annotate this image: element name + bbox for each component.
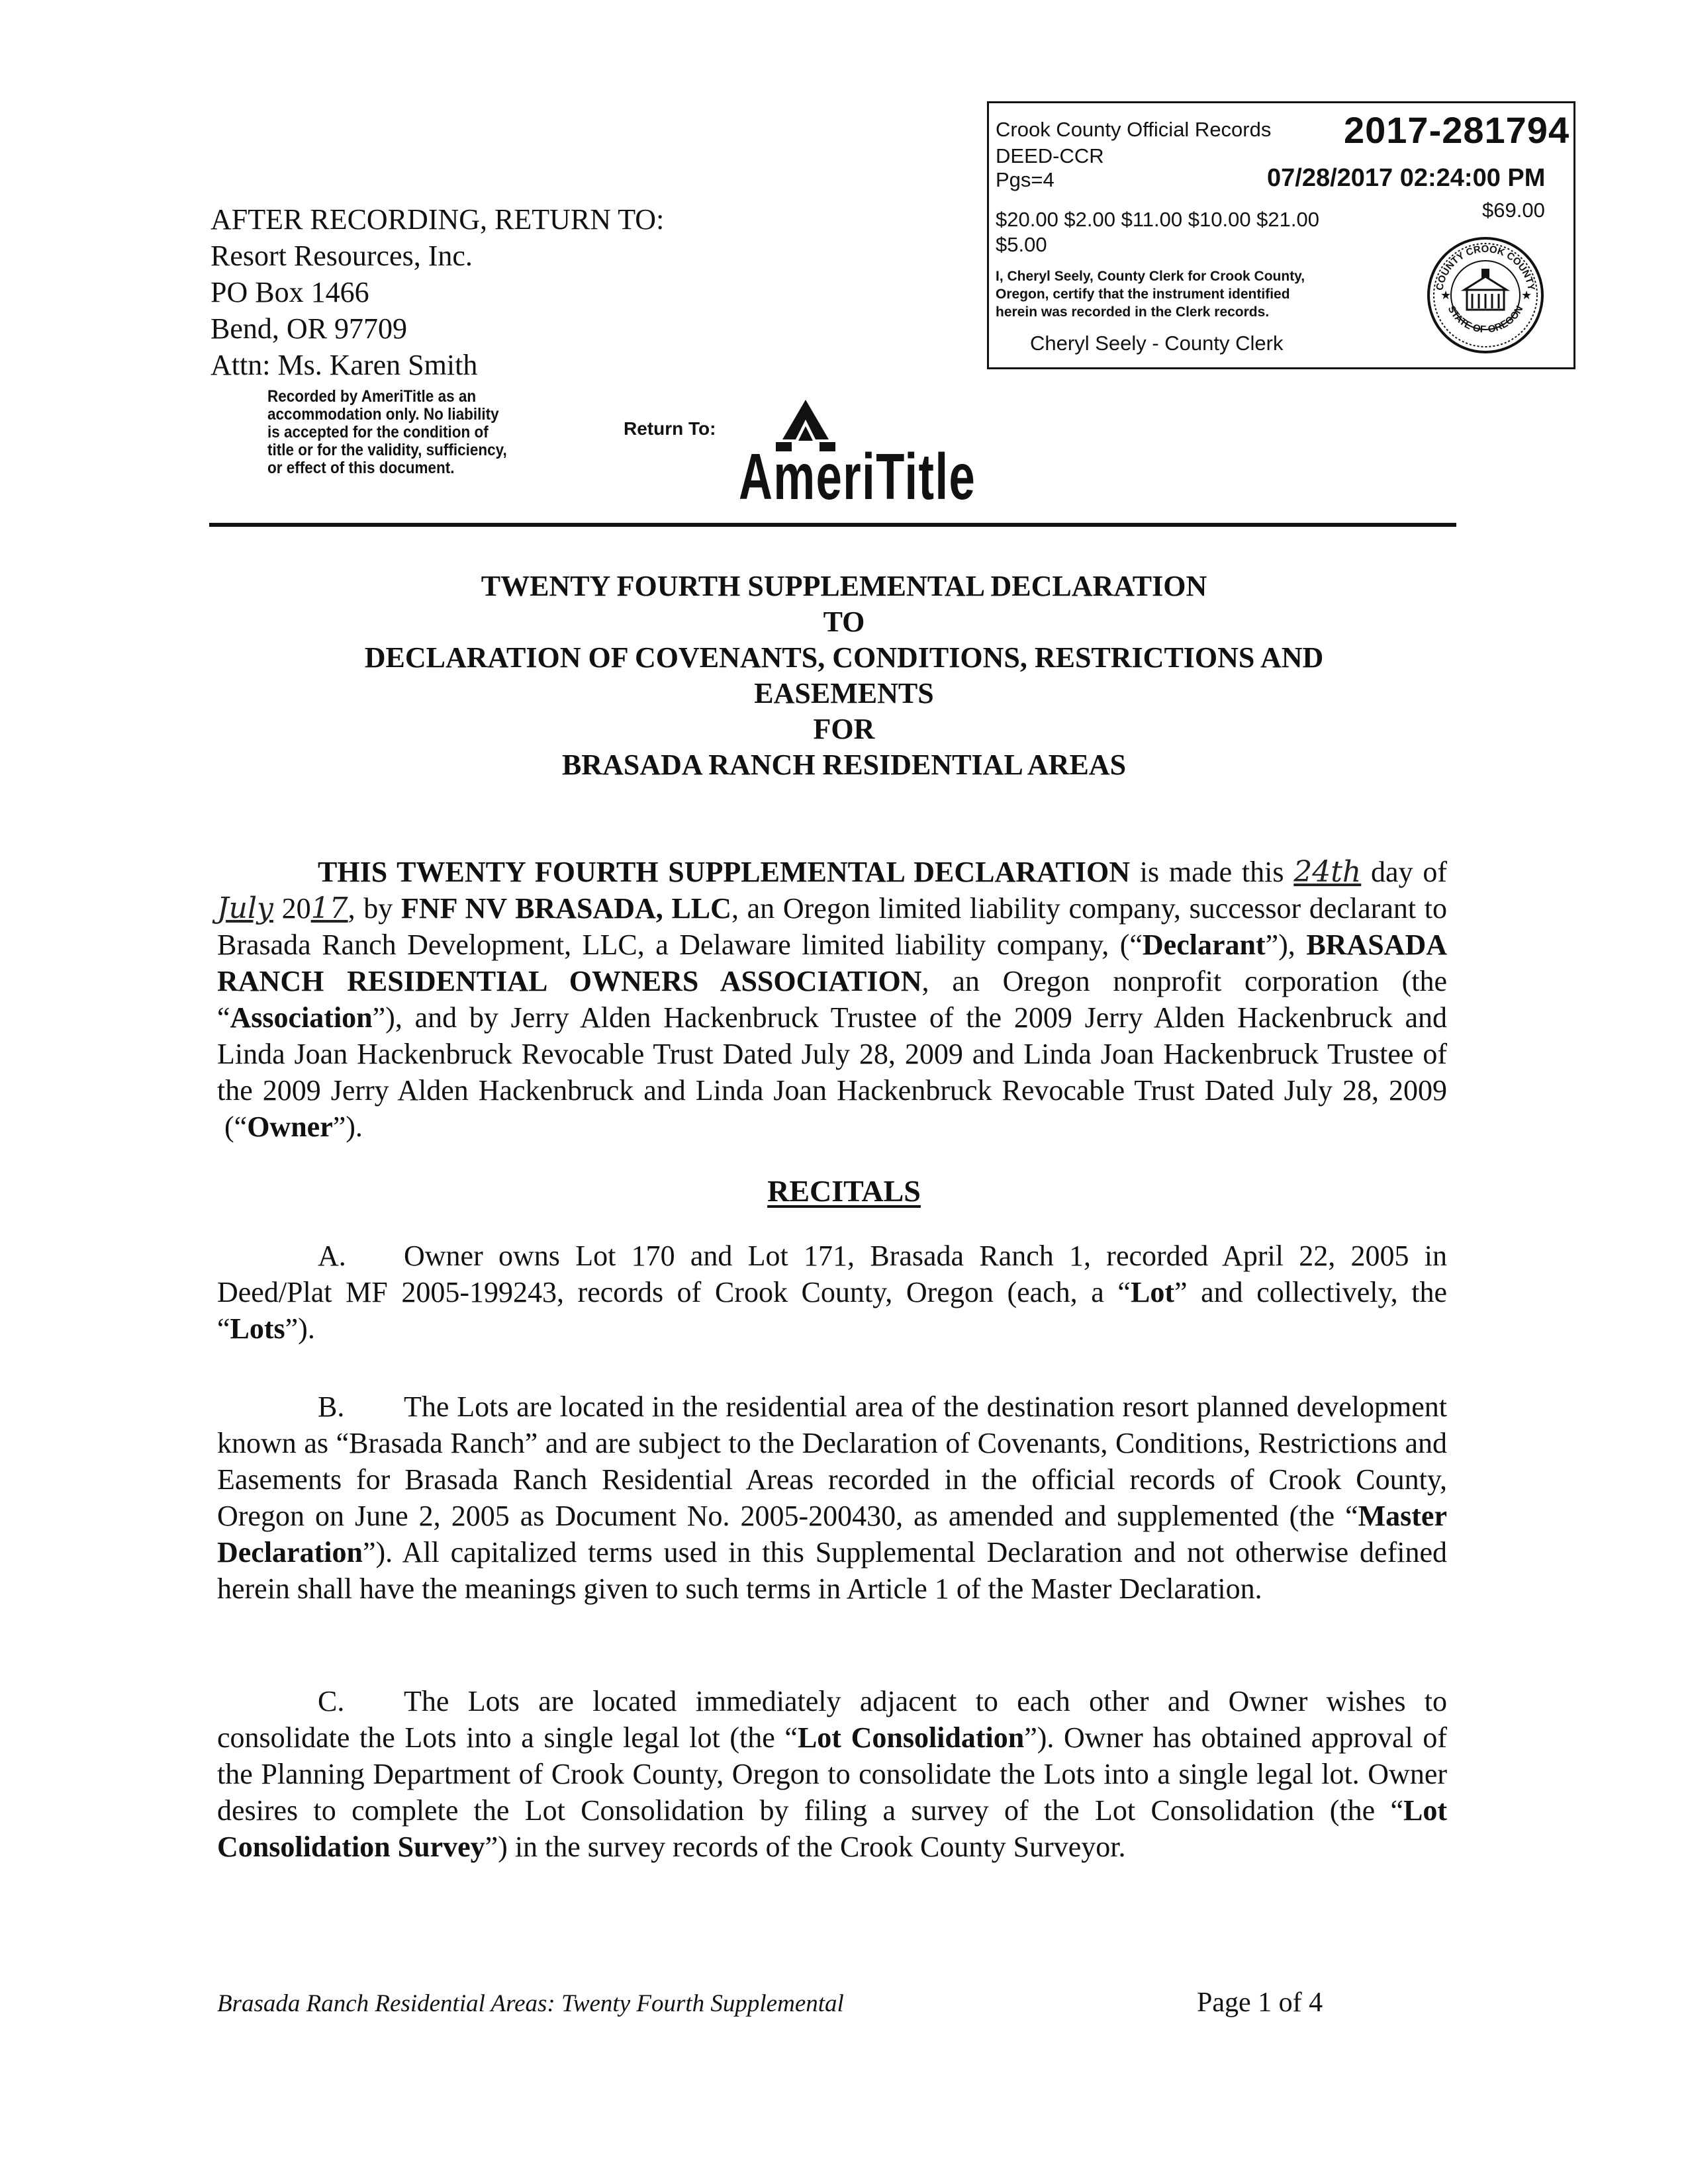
county-seal xyxy=(1426,236,1545,355)
intro-text-3: 20 xyxy=(273,892,311,925)
disclaimer-line3: is accepted for the condition of xyxy=(267,423,489,441)
recording-stamp xyxy=(987,101,1575,369)
intro-association: Association xyxy=(230,1001,373,1034)
disclaimer-line5: or effect of this document. xyxy=(267,459,455,477)
footer-title: Brasada Ranch Residential Areas: Twenty Fourth Supplemental xyxy=(217,1990,844,2017)
recital-b-label: B. xyxy=(318,1390,345,1423)
recital-c-text-3: ”) in the survey records of the Crook County Surveyor. xyxy=(485,1831,1126,1863)
seal-top-text: COUNTY CROOK COUNTY xyxy=(1434,243,1537,292)
recital-a-text-2: ” and collectively, the “ xyxy=(217,1276,1447,1345)
stamp-cert-line2: Oregon, certify that the instrument identified xyxy=(996,287,1290,302)
intro-fnf: FNF NV BRASADA, LLC xyxy=(401,892,731,925)
disclaimer-line2: accommodation only. No liability xyxy=(267,405,499,424)
page-number: Page 1 of 4 xyxy=(1197,1987,1323,2018)
recital-a-text-1: Owner owns Lot 170 and Lot 171, Brasada Ranch 1, recorded April 22, 2005 in Deed/Plat MF 2005-199243, records of Crook County, Oregon (each, a “ xyxy=(217,1240,1447,1308)
title-line6: BRASADA RANCH RESIDENTIAL AREAS xyxy=(561,749,1127,781)
intro-paragraph xyxy=(217,854,1447,1145)
disclaimer-line1: Recorded by AmeriTitle as an xyxy=(267,387,477,406)
recital-c-bold-1: Lot Consolidation xyxy=(797,1721,1025,1754)
intro-text-8: ”), and by Jerry Alden Hackenbruck Trustee of the 2009 Jerry Alden Hackenbruck and Linda Joan Hackenbruck Revocable Trust Dated July 28, 2009 and Linda Joan Hackenbruck Trustee of the 2009 Jerry Alden Hackenbruck and Linda Joan Hackenbruck Revocable Trust Dated July 28, 2009 (“ xyxy=(217,1001,1447,1143)
title-line5: FOR xyxy=(813,713,875,745)
intro-owner: Owner xyxy=(247,1111,333,1143)
title-line1: TWENTY FOURTH SUPPLEMENTAL DECLARATION xyxy=(481,570,1207,602)
recital-c-label: C. xyxy=(318,1685,345,1717)
intro-day-handwritten: 24th xyxy=(1293,855,1362,889)
amerititle-disclaimer xyxy=(267,388,534,477)
return-to-line2: PO Box 1466 xyxy=(211,276,369,308)
svg-text:STATE OF OREGON xyxy=(1446,304,1526,335)
header-divider xyxy=(209,523,1456,527)
stamp-fees: $20.00 $2.00 $11.00 $10.00 $21.00 xyxy=(996,208,1319,231)
svg-text:★: ★ xyxy=(1440,289,1452,302)
return-to-line1: Resort Resources, Inc. xyxy=(211,240,473,272)
title-line3: DECLARATION OF COVENANTS, CONDITIONS, RESTRICTIONS AND xyxy=(364,641,1324,674)
stamp-office: Crook County Official Records xyxy=(996,118,1272,141)
recital-c-text-1: The Lots are located immediately adjacent to each other and Owner wishes to consolidate the Lots into a single legal lot (the “ xyxy=(217,1685,1447,1754)
stamp-cert-line1: I, Cheryl Seely, County Clerk for Crook County, xyxy=(996,269,1305,284)
recital-a-text-3: ”). xyxy=(285,1312,315,1345)
recital-b-bold-1: Master Declaration xyxy=(217,1500,1447,1569)
recital-c xyxy=(217,1683,1447,1865)
stamp-cert-line3: herein was recorded in the Clerk records. xyxy=(996,304,1270,320)
intro-text-4: , by xyxy=(348,892,402,925)
intro-year-handwritten: 17 xyxy=(310,891,348,925)
recitals-heading: RECITALS xyxy=(767,1174,921,1208)
disclaimer-line4: title or for the validity, sufficiency, xyxy=(267,441,507,459)
intro-text-6: ”), xyxy=(1265,929,1307,961)
intro-text-2: day of xyxy=(1361,856,1447,888)
recital-a xyxy=(217,1238,1447,1347)
stamp-datetime: 07/28/2017 02:24:00 PM xyxy=(1267,164,1546,192)
amerititle-return-label: Return To: xyxy=(624,418,716,439)
return-to-line4: Attn: Ms. Karen Smith xyxy=(211,349,478,381)
stamp-doc-type: DEED-CCR xyxy=(996,144,1104,167)
intro-association-name: BRASADA RANCH RESIDENTIAL OWNERS ASSOCIATION xyxy=(217,929,1448,997)
recital-b-text-1: The Lots are located in the residential area of the destination resort planned development known as “Brasada Ranch” and are subject to the Declaration of Covenants, Conditions, Restrictions and Easements for Brasada Ranch Residential Areas recorded in the official records of Crook County, Oregon on June 2, 2005 as Document No. 2005-200430, as amended and supplemented (the “ xyxy=(217,1390,1447,1532)
title-line4: EASEMENTS xyxy=(754,677,934,709)
return-to-line3: Bend, OR 97709 xyxy=(211,312,407,345)
intro-month-handwritten: July xyxy=(217,891,273,925)
recital-c-text-2: ”). Owner has obtained approval of the Planning Department of Crook County, Oregon to consolidate the Lots into a single legal lot. Owner desires to complete the Lot Consolidation by filing a survey of the Lot Consolidation (the “ xyxy=(217,1721,1447,1827)
return-to-heading: AFTER RECORDING, RETURN TO: xyxy=(211,203,665,236)
recital-c-bold-2: Lot Consolidation Survey xyxy=(217,1794,1447,1863)
recital-a-label: A. xyxy=(318,1240,346,1272)
intro-text-1: is made this xyxy=(1129,856,1294,888)
recital-a-bold-1: Lot xyxy=(1130,1276,1174,1308)
stamp-clerk: Cheryl Seely - County Clerk xyxy=(1030,332,1284,355)
stamp-doc-number: 2017-281794 xyxy=(1344,109,1570,151)
stamp-total: $69.00 xyxy=(1482,199,1545,222)
title-line2: TO xyxy=(823,606,865,638)
seal-bottom-text: STATE OF OREGON xyxy=(1445,304,1526,336)
intro-text-7: , an Oregon nonprofit corporation (the “ xyxy=(217,965,1447,1034)
amerititle-logo-text: AmeriTitle xyxy=(739,440,976,513)
recital-b xyxy=(217,1388,1447,1607)
intro-declarant: Declarant xyxy=(1142,929,1266,961)
intro-text-9: ”). xyxy=(332,1111,363,1143)
stamp-fees-line2: $5.00 xyxy=(996,233,1047,256)
recital-b-text-2: ”). All capitalized terms used in this Supplemental Declaration and not otherwise defined herein shall have the meanings given to such terms in Article 1 of the Master Declaration. xyxy=(217,1536,1447,1605)
recital-a-bold-2: Lots xyxy=(230,1312,285,1345)
intro-text-5: , an Oregon limited liability company, successor declarant to Brasada Ranch Development, LLC, a Delaware limited liability company, (“ xyxy=(217,892,1448,961)
svg-text:★: ★ xyxy=(1521,289,1532,302)
intro-lead: THIS TWENTY FOURTH SUPPLEMENTAL DECLARATION xyxy=(318,856,1130,888)
stamp-pages: Pgs=4 xyxy=(996,168,1055,191)
